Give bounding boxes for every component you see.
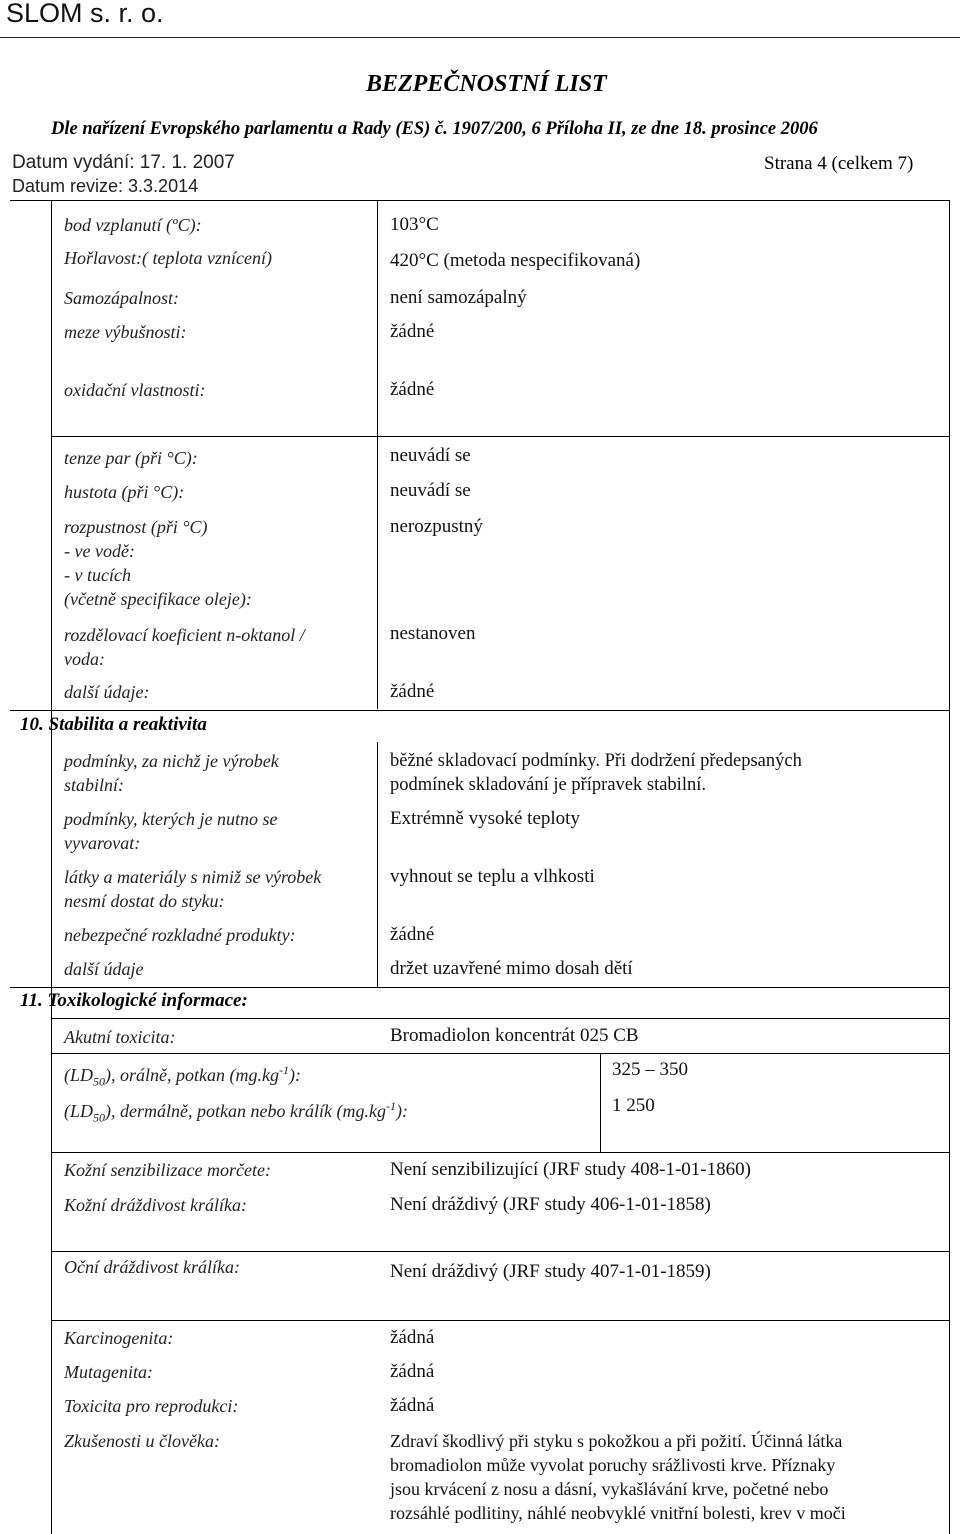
acute-mid-rule bbox=[51, 1053, 949, 1054]
prop-label-solubility: rozpustnost (při °C) - ve vodě: - v tucích (včetně specifikace oleje): bbox=[64, 517, 252, 609]
prop-label-partition-coefficient: rozdělovací koeficient n-oktanol / voda: bbox=[64, 625, 305, 669]
stability-label-other: další údaje bbox=[64, 959, 144, 979]
section10-rule bbox=[10, 710, 950, 711]
ld50-dermal-text: ), dermálně, potkan nebo králík (mg.kg bbox=[105, 1101, 386, 1121]
ld50-dermal-label bbox=[64, 1094, 408, 1130]
prop-label-density: hustota (při °C): bbox=[64, 482, 185, 502]
stability-label-conditions: podmínky, za nichž je výrobek stabilní: bbox=[64, 751, 279, 795]
block-divider bbox=[51, 436, 949, 437]
prop-value-other-data: žádné bbox=[390, 681, 435, 702]
mutagenicity-value: žádná bbox=[390, 1361, 435, 1382]
stability-value-other: držet uzavřené mimo dosah dětí bbox=[390, 958, 633, 979]
stability-label-incompatible: látky a materiály s nimiž se výrobek nesmí dostat do styku: bbox=[64, 867, 322, 911]
prop-value-partition-coefficient: nestanoven bbox=[390, 623, 476, 644]
human-experience-value: Zdraví škodlivý při styku s pokožkou a při požití. Účinná látka bromadiolon může vyvolat poruchy srážlivosti krve. Příznaky jsou krvácení z nosu a dásní, vykašlávání krve, početné nebo rozsáhlé podlitiny, náhlé neobvyklé vnitřní bolesti, krev v moči bbox=[390, 1431, 846, 1523]
ld50-oral-text: ), orálně, potkan (mg.kg bbox=[105, 1065, 279, 1085]
prop-value-flash-point: 103°C bbox=[390, 214, 439, 235]
reproductive-toxicity-value: žádná bbox=[390, 1395, 435, 1416]
page-number: Strana 4 (celkem 7) bbox=[764, 153, 914, 174]
eye-irritation-label: Oční dráždivost králíka: bbox=[64, 1257, 240, 1277]
right-border bbox=[949, 201, 950, 1534]
ld50-dermal-sup: -1 bbox=[385, 1099, 396, 1113]
mutagenicity-label: Mutagenita: bbox=[64, 1362, 153, 1382]
irritation-rule bbox=[51, 1251, 949, 1252]
stability-label-avoid: podmínky, kterých je nutno se vyvarovat: bbox=[64, 809, 278, 853]
header-rule bbox=[0, 37, 960, 38]
carcinogenicity-value: žádná bbox=[390, 1327, 435, 1348]
revision-date: Datum revize: 3.3.2014 bbox=[12, 176, 199, 196]
left-border bbox=[51, 201, 52, 1534]
prop-value-oxidizing: žádné bbox=[390, 379, 435, 400]
prop-label-explosion-limits: meze výbušnosti: bbox=[64, 322, 187, 342]
eye-irritation-value: Není dráždivý (JRF study 407-1-01-1859) bbox=[390, 1261, 711, 1282]
stability-value-decomposition: žádné bbox=[390, 924, 435, 945]
document-title: BEZPEČNOSTNÍ LIST bbox=[366, 71, 607, 97]
prop-value-flammability: 420°C (metoda nespecifikovaná) bbox=[390, 250, 641, 271]
ld50-oral-sup: -1 bbox=[278, 1063, 289, 1077]
ld50-oral-suffix: ): bbox=[288, 1065, 301, 1085]
stability-value-avoid: Extrémně vysoké teploty bbox=[390, 808, 580, 829]
prop-value-autoignition: není samozápalný bbox=[390, 287, 527, 308]
column-divider bbox=[377, 201, 378, 709]
ld50-dermal-suffix: ): bbox=[395, 1101, 408, 1121]
section11-rule bbox=[10, 987, 950, 988]
section10-heading: 10. Stabilita a reaktivita bbox=[20, 714, 207, 735]
acute-toxicity-value: Bromadiolon koncentrát 025 CB bbox=[390, 1025, 639, 1046]
human-experience-label: Zkušenosti u člověka: bbox=[64, 1431, 220, 1451]
reproductive-toxicity-label: Toxicita pro reprodukci: bbox=[64, 1396, 239, 1416]
prop-label-other-data: další údaje: bbox=[64, 682, 150, 702]
prop-label-vapour-pressure: tenze par (při °C): bbox=[64, 448, 198, 468]
acute-toxicity-label: Akutní toxicita: bbox=[64, 1027, 176, 1047]
prop-value-density: neuvádí se bbox=[390, 480, 471, 501]
prop-label-oxidizing: oxidační vlastnosti: bbox=[64, 380, 206, 400]
carcinogenicity-label: Karcinogenita: bbox=[64, 1328, 174, 1348]
stability-value-conditions: běžné skladovací podmínky. Při dodržení předepsaných podmínek skladování je přípravek stabilní. bbox=[390, 751, 802, 795]
ld50-oral-prefix: (LD bbox=[64, 1065, 94, 1085]
ld50-dermal-prefix: (LD bbox=[64, 1101, 94, 1121]
ld-bottom-rule bbox=[51, 1152, 949, 1153]
section10-column-divider bbox=[377, 742, 378, 987]
regulation-line: Dle nařízení Evropského parlamentu a Rady (ES) č. 1907/200, 6 Příloha II, ze dne 18. prosince 2006 bbox=[51, 119, 818, 139]
skin-irritation-value: Není dráždivý (JRF study 406-1-01-1858) bbox=[390, 1194, 711, 1215]
prop-value-vapour-pressure: neuvádí se bbox=[390, 445, 471, 466]
ld50-oral-sub: 50 bbox=[93, 1074, 106, 1089]
ld50-dermal-value: 1 250 bbox=[612, 1095, 655, 1116]
acute-top-rule bbox=[51, 1018, 949, 1019]
ld-column-divider bbox=[600, 1053, 601, 1152]
prop-label-autoignition: Samozápalnost: bbox=[64, 288, 180, 308]
prop-value-explosion-limits: žádné bbox=[390, 321, 435, 342]
stability-label-decomposition: nebezpečné rozkladné produkty: bbox=[64, 925, 296, 945]
company-name: SLOM s. r. o. bbox=[6, 0, 164, 28]
prop-label-flash-point: bod vzplanutí (ºC): bbox=[64, 215, 202, 235]
ld50-dermal-sub: 50 bbox=[93, 1110, 106, 1125]
issue-date: Datum vydání: 17. 1. 2007 bbox=[12, 152, 235, 173]
prop-value-solubility: nerozpustný bbox=[390, 516, 483, 537]
header-bottom-rule bbox=[10, 200, 950, 201]
prop-label-flammability: Hořlavost:( teplota vznícení) bbox=[64, 248, 272, 268]
section11-heading: 11. Toxikologické informace: bbox=[20, 990, 248, 1011]
ld50-oral-label bbox=[64, 1058, 301, 1094]
ld50-oral-value: 325 – 350 bbox=[612, 1059, 688, 1080]
skin-sensitization-value: Není senzibilizující (JRF study 408-1-01-1860) bbox=[390, 1159, 751, 1180]
eye-rule bbox=[51, 1320, 949, 1321]
skin-irritation-label: Kožní dráždivost králíka: bbox=[64, 1195, 247, 1215]
skin-sensitization-label: Kožní senzibilizace morčete: bbox=[64, 1160, 271, 1180]
stability-value-incompatible: vyhnout se teplu a vlhkosti bbox=[390, 866, 595, 887]
